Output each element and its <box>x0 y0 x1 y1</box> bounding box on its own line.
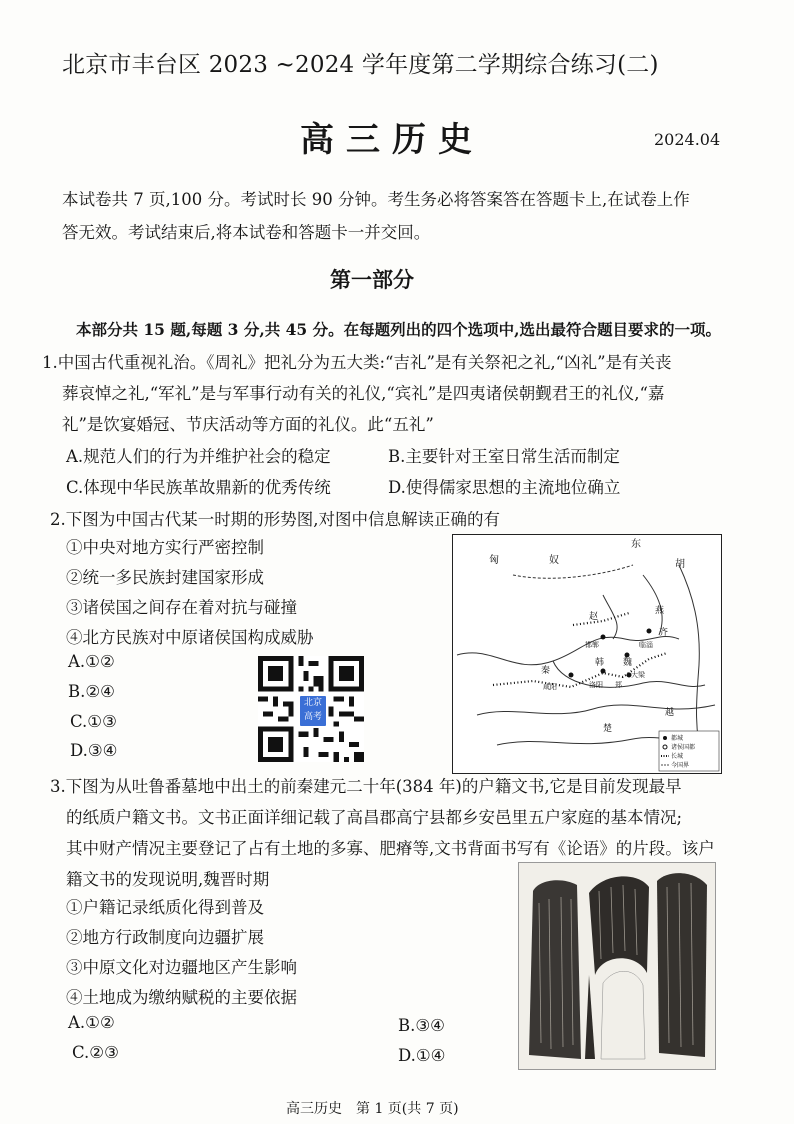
q2-option-c: C.①③ <box>70 712 117 731</box>
legend-great-wall: 长城 <box>671 753 684 760</box>
q2-option-a: A.①② <box>68 652 115 671</box>
map-label-linzi: 临淄 <box>639 641 653 649</box>
q1-option-c: C.体现中华民族革故鼎新的优秀传统 <box>66 478 331 497</box>
map-label-qi: 齐 <box>659 628 669 638</box>
q1-stem-line-1: 1.中国古代重视礼治。《周礼》把礼分为五大类:“吉礼”是有关祭祀之礼,“凶礼”是有关丧 <box>42 353 672 372</box>
q1-option-a: A.规范人们的行为并维护社会的稳定 <box>66 447 331 466</box>
exam-title: 北京市丰台区 2023 ~2024 学年度第二学期综合练习(二) <box>62 52 659 78</box>
map-label-wei: 魏 <box>623 658 633 668</box>
q3-stem-line-3: 其中财产情况主要登记了占有土地的多寡、肥瘠等,文书背面书写有《论语》的片段。该户 <box>66 839 715 858</box>
map-label-dong: 东 <box>631 539 641 550</box>
instructions-line-1: 本试卷共 7 页,100 分。考试时长 90 分钟。考生务必将答案答在答题卡上,在试卷上作 <box>62 190 690 209</box>
map-label-yue: 越 <box>665 708 675 718</box>
map-label-nu: 奴 <box>549 555 559 566</box>
q2-item-3: ③诸侯国之间存在着对抗与碰撞 <box>66 598 297 617</box>
q1-stem-line-2: 葬哀悼之礼,“军礼”是与军事行动有关的礼仪,“宾礼”是四夷诸侯朝觐君王的礼仪,“嘉 <box>62 384 665 403</box>
map-label-xianyang: 咸阳 <box>543 683 557 691</box>
q1-option-b: B.主要针对王室日常生活而制定 <box>388 447 620 466</box>
qr-badge: 北京高考 <box>298 694 328 728</box>
q3-stem-line-2: 的纸质户籍文书。文书正面详细记载了高昌郡高宁县都乡安邑里五户家庭的基本情况; <box>66 808 683 827</box>
q2-item-2: ②统一多民族封建国家形成 <box>66 568 264 587</box>
q3-option-b: B.③④ <box>398 1016 445 1035</box>
census-document-photo <box>518 862 716 1070</box>
page-footer: 高三历史 第 1 页(共 7 页) <box>286 1101 459 1117</box>
map-label-zhao: 赵 <box>589 612 599 622</box>
q2-option-d: D.③④ <box>70 741 118 760</box>
map-label-han: 韩 <box>595 658 605 668</box>
legend-modern-border: 今国界 <box>671 762 690 769</box>
q3-item-4: ④土地成为缴纳赋税的主要依据 <box>66 988 297 1007</box>
q3-option-d: D.①④ <box>398 1046 446 1065</box>
capital-xianyang-dot <box>569 673 574 678</box>
q3-option-c: C.②③ <box>72 1043 119 1062</box>
map-label-chu: 楚 <box>603 724 613 734</box>
q3-stem-line-4: 籍文书的发现说明,魏晋时期 <box>66 870 270 889</box>
qr-code <box>258 656 364 762</box>
map-label-handan: 邯郸 <box>585 641 599 649</box>
q3-stem-line-1: 3.下图为从吐鲁番墓地中出土的前秦建元二十年(384 年)的户籍文书,它是目前发现最早 <box>50 777 682 796</box>
legend-state-capital: 诸侯国都 <box>671 744 696 751</box>
map-label-hu: 胡 <box>675 559 685 570</box>
part-intro: 本部分共 15 题,每题 3 分,共 45 分。在每题列出的四个选项中,选出最符合题目要求的一项。 <box>76 320 721 339</box>
q3-item-1: ①户籍记录纸质化得到普及 <box>66 898 264 917</box>
q2-item-1: ①中央对地方实行严密控制 <box>66 538 264 557</box>
q1-option-d: D.使得儒家思想的主流地位确立 <box>388 478 621 497</box>
q3-item-3: ③中原文化对边疆地区产生影响 <box>66 958 297 977</box>
q2-item-4: ④北方民族对中原诸侯国构成威胁 <box>66 628 314 647</box>
exam-date: 2024.04 <box>654 130 721 149</box>
q2-option-b: B.②④ <box>68 682 115 701</box>
map-label-luoyang: 洛阳 <box>589 681 603 689</box>
q3-option-a: A.①② <box>68 1013 115 1032</box>
map-label-qin: 秦 <box>541 666 551 676</box>
map-label-yan: 燕 <box>655 606 665 616</box>
q1-stem-line-3: 礼”是饮宴婚冠、节庆活动等方面的礼仪。此“五礼” <box>62 415 434 434</box>
legend-capital: 都城 <box>671 735 684 742</box>
subject-title: 高三历史 <box>300 120 484 160</box>
part-title: 第一部分 <box>330 267 414 292</box>
q3-item-2: ②地方行政制度向边疆扩展 <box>66 928 264 947</box>
warring-states-map <box>452 534 722 774</box>
map-label-zheng: 郑 <box>615 681 622 689</box>
instructions-line-2: 答无效。考试结束后,将本试卷和答题卡一并交回。 <box>62 223 431 242</box>
map-label-xiong: 匈 <box>489 555 499 566</box>
map-label-daliang: 大梁 <box>631 671 645 679</box>
q2-stem: 2.下图为中国古代某一时期的形势图,对图中信息解读正确的有 <box>50 510 500 529</box>
